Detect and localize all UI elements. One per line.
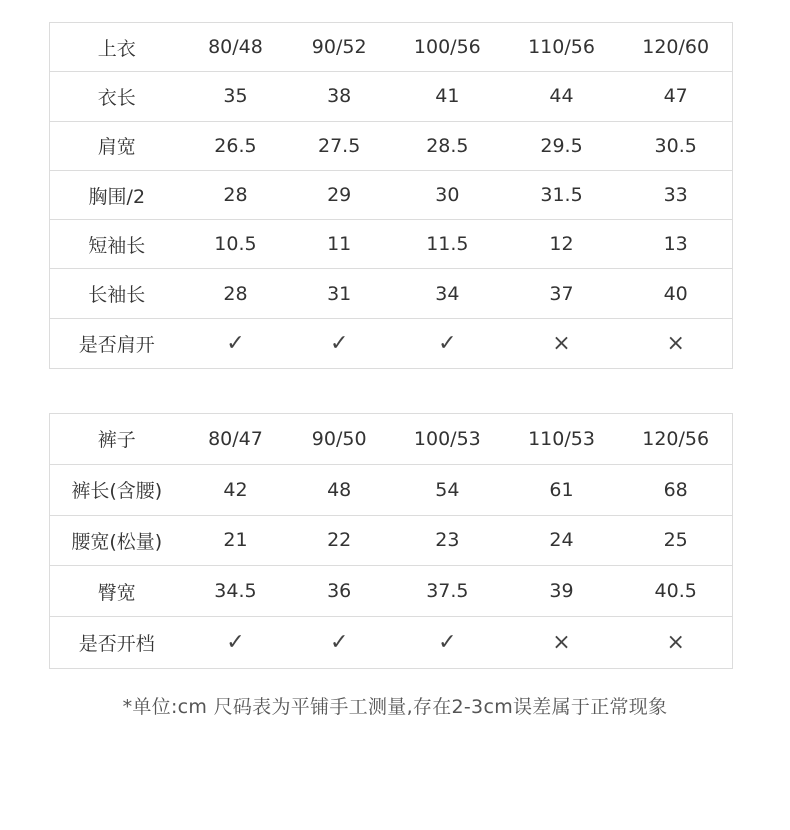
table-row (50, 171, 732, 220)
table-cell: 41 (435, 85, 460, 108)
table-header-cell: 90/50 (311, 427, 367, 450)
table-row (50, 72, 732, 121)
top-size-table (49, 22, 733, 369)
check-mark: ✓ (226, 330, 245, 356)
table-header-cell: 80/47 (208, 427, 263, 450)
table-row (50, 269, 732, 318)
table-row (50, 220, 732, 269)
table-cell: 61 (549, 478, 574, 501)
table-cell: 68 (663, 478, 688, 501)
table-cell: 29 (327, 184, 352, 207)
table-header-cell: 80/48 (208, 36, 263, 59)
table-header-cell: 110/53 (528, 427, 595, 450)
row-label: 裤长(含腰) (71, 480, 163, 503)
row-label: 是否开档 (78, 633, 155, 656)
row-label: 肩宽 (97, 136, 136, 159)
check-mark: ✓ (329, 330, 349, 356)
check-mark: ✓ (329, 630, 349, 656)
row-label: 是否肩开 (78, 333, 155, 356)
table-header-row (50, 414, 732, 465)
table-cell: 35 (223, 85, 248, 108)
table-row (50, 465, 732, 516)
table-cell: 31 (327, 282, 352, 305)
table-cell: 28.5 (426, 134, 469, 157)
cross-mark: × (666, 630, 685, 656)
table-cell: 42 (223, 478, 248, 501)
measurement-footnote: *单位:cm 尺码表为平铺手工测量,存在2-3cm误差属于正常现象 (122, 696, 668, 718)
table-cell: 30.5 (654, 134, 697, 157)
table-cell: 26.5 (214, 134, 257, 157)
table-cell: 11 (327, 233, 352, 256)
table-cell: 29.5 (540, 134, 583, 157)
table-cell: 54 (435, 478, 460, 501)
row-label: 胸围/2 (88, 185, 146, 208)
cross-mark: × (552, 330, 571, 356)
table-header-row (50, 23, 732, 72)
bottom-size-table (49, 413, 733, 669)
check-mark: ✓ (438, 630, 457, 656)
table-cell: 30 (435, 184, 460, 207)
table-cell: 21 (223, 529, 248, 552)
table-cell: 33 (663, 184, 688, 207)
table-row (50, 319, 732, 368)
table-cell: 12 (549, 233, 574, 256)
table-cell: 47 (663, 85, 688, 108)
table-cell: 37 (549, 282, 574, 305)
row-label: 长袖长 (88, 284, 146, 307)
table-cell: 44 (549, 85, 574, 108)
cross-mark: × (552, 630, 571, 656)
table-cell: 13 (663, 233, 688, 256)
row-label: 短袖长 (88, 234, 146, 257)
check-mark: ✓ (438, 330, 457, 356)
table-cell: 36 (327, 580, 352, 603)
table-row (50, 566, 732, 617)
table-cell: 39 (549, 580, 574, 603)
table-cell: 40 (663, 282, 688, 305)
table-row (50, 617, 732, 668)
table-header-cell: 120/56 (642, 427, 710, 450)
table-cell: 23 (435, 529, 460, 552)
row-label: 臀宽 (97, 581, 136, 604)
check-mark: ✓ (226, 630, 245, 656)
table-cell: 27.5 (318, 134, 361, 157)
table-cell: 22 (327, 529, 352, 552)
table-header-cell: 90/52 (311, 36, 367, 59)
cross-mark: × (666, 330, 685, 356)
table-cell: 10.5 (214, 233, 257, 256)
table-cell: 24 (549, 529, 574, 552)
table-header-cell: 100/53 (413, 427, 481, 450)
table-header-cell: 裤子 (97, 429, 136, 452)
table-cell: 37.5 (426, 580, 469, 603)
table-header-cell: 上衣 (97, 37, 136, 60)
table-row (50, 122, 732, 171)
table-cell: 48 (327, 478, 352, 501)
table-cell: 38 (327, 85, 352, 108)
table-header-cell: 100/56 (413, 36, 481, 59)
table-header-cell: 120/60 (642, 36, 710, 59)
table-cell: 34.5 (214, 580, 257, 603)
row-label: 腰宽(松量) (71, 530, 163, 553)
table-row (50, 516, 732, 567)
table-cell: 31.5 (540, 184, 583, 207)
table-header-cell: 110/56 (528, 36, 595, 59)
row-label: 衣长 (97, 86, 136, 109)
table-cell: 25 (663, 529, 688, 552)
table-cell: 28 (223, 184, 248, 207)
table-cell: 11.5 (426, 233, 469, 256)
table-cell: 28 (223, 282, 248, 305)
table-cell: 40.5 (654, 580, 697, 603)
table-cell: 34 (435, 282, 460, 305)
